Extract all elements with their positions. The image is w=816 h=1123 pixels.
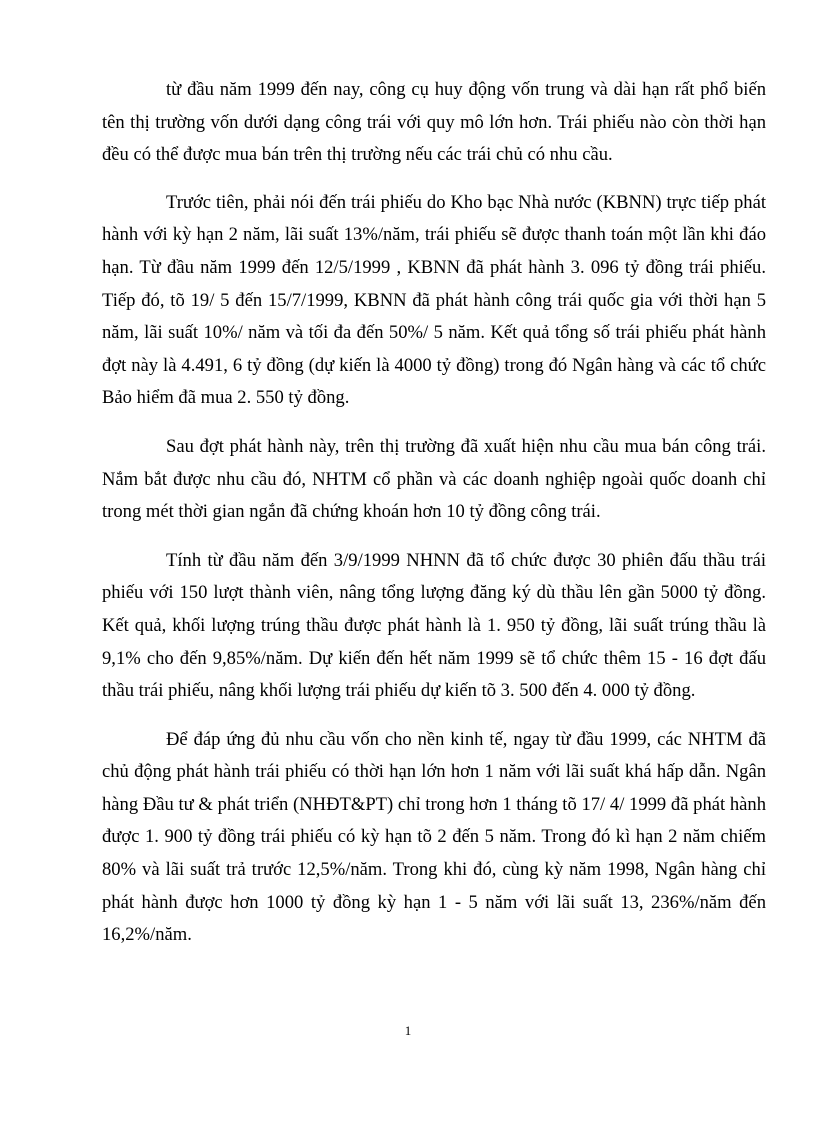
paragraph-2: Trước tiên, phải nói đến trái phiếu do Kho bạc Nhà nước (KBNN) trực tiếp phát hành với kỳ hạn 2 năm, lãi suất 13%/năm, trái phiếu sẽ được thanh toán một lần khi đáo hạn. Từ đầu năm 1999 đến 12/5/1999 , KBNN đã phát hành 3. 096 tỷ đồng trái phiếu. Tiếp đó, tõ 19/ 5 đến 15/7/1999, KBNN đã phát hành công trái quốc gia với thời hạn 5 năm, lãi suất 10%/ năm và tối đa đến 50%/ 5 năm. Kết quả tổng số trái phiếu phát hành đợt này là 4.491, 6 tỷ đồng (dự kiến là 4000 tỷ đồng) trong đó Ngân hàng và các tổ chức Bảo hiểm đã mua 2. 550 tỷ đồng.: [102, 191, 766, 409]
paragraph-5: Để đáp ứng đủ nhu cầu vốn cho nền kinh tế, ngay từ đầu 1999, các NHTM đã chủ động phát hành trái phiếu có thời hạn lớn hơn 1 năm với lãi suất khá hấp dẫn. Ngân hàng Đầu tư & phát triển (NHĐT&PT) chỉ trong hơn 1 tháng tõ 17/ 4/ 1999 đã phát hành được 1. 900 tỷ đồng trái phiếu có kỳ hạn tõ 2 đến 5 năm. Trong đó kì hạn 2 năm chiếm 80% và lãi suất trả trước 12,5%/năm. Trong khi đó, cùng kỳ năm 1998, Ngân hàng chỉ phát hành được hơn 1000 tỷ đồng kỳ hạn 1 - 5 năm với lãi suất 13, 236%/năm đến 16,2%/năm.: [102, 728, 766, 946]
body-text: [102, 74, 766, 968]
paragraph-3: Sau đợt phát hành này, trên thị trường đã xuất hiện nhu cầu mua bán công trái. Nắm bắt được nhu cầu đó, NHTM cổ phần và các doanh nghiệp ngoài quốc doanh chỉ trong mét thời gian ngắn đã chứng khoán hơn 10 tỷ đồng công trái.: [102, 435, 766, 523]
page-number: 1: [404, 1023, 412, 1038]
paragraph-1: từ đầu năm 1999 đến nay, công cụ huy động vốn trung và dài hạn rất phổ biến tên thị trường vốn dưới dạng công trái với quy mô lớn hơn. Trái phiếu nào còn thời hạn đều có thể được mua bán trên thị trường nếu các trái chủ có nhu cầu.: [102, 79, 766, 166]
paragraph-4: Tính từ đầu năm đến 3/9/1999 NHNN đã tổ chức được 30 phiên đấu thầu trái phiếu với 150 lượt thành viên, nâng tổng lượng đăng ký dù thầu lên gần 5000 tỷ đồng. Kết quả, khối lượng trúng thầu được phát hành là 1. 950 tỷ đồng, lãi suất trúng thầu là 9,1% cho đến 9,85%/năm. Dự kiến đến hết năm 1999 sẽ tổ chức thêm 15 - 16 đợt đấu thầu trái phiếu, nâng khối lượng trái phiếu dự kiến tõ 3. 500 đến 4. 000 tỷ đồng.: [102, 549, 766, 702]
